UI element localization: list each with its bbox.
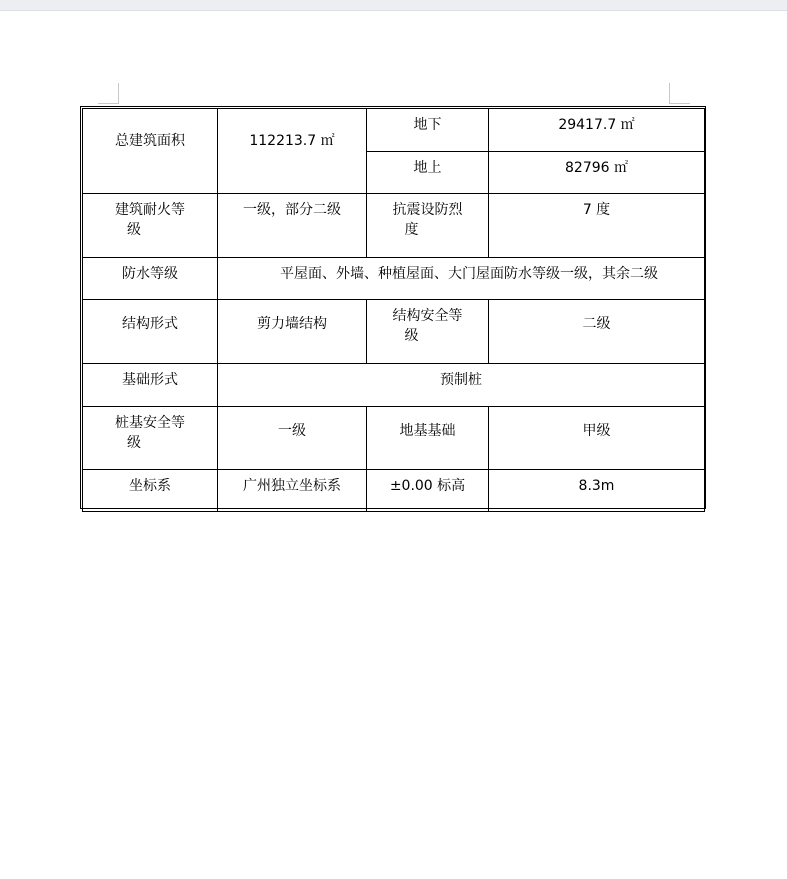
cell-seismic-label xyxy=(367,194,489,258)
spec-table xyxy=(82,108,705,512)
cell-gross-area-value xyxy=(218,109,367,194)
label-line: 度 xyxy=(404,222,419,238)
cell-fire-rating-label xyxy=(83,194,218,258)
label-block xyxy=(393,306,463,346)
spec-table-frame xyxy=(80,106,706,509)
cell-underground-value xyxy=(489,109,705,152)
label-block xyxy=(393,200,463,240)
value-text: 广州独立坐标系 xyxy=(243,478,341,494)
table-row xyxy=(83,407,705,470)
cell-coord-value xyxy=(218,470,367,512)
label-line: 级 xyxy=(127,435,141,451)
label-text: 地上 xyxy=(413,160,442,176)
cell-elevation-value xyxy=(489,470,705,512)
label-text: 结构形式 xyxy=(122,316,178,332)
cell-fire-rating-value xyxy=(218,194,367,258)
table-row xyxy=(83,194,705,258)
value-text: 平屋面、外墙、种植屋面、大门屋面防水等级一级，其余二级 xyxy=(280,266,658,282)
label-text: ±0.00 标高 xyxy=(389,478,466,494)
label-line: 级 xyxy=(404,328,419,344)
value-text: 7 度 xyxy=(582,202,611,218)
top-bar xyxy=(0,0,787,11)
label-block xyxy=(115,200,185,240)
cell-seismic-value xyxy=(489,194,705,258)
document-page xyxy=(0,11,787,879)
cell-underground-label xyxy=(367,109,489,152)
table-row xyxy=(83,300,705,364)
value-text: 82796 ㎡ xyxy=(565,160,628,176)
cell-elevation-label xyxy=(367,470,489,512)
cell-subgrade-label xyxy=(367,407,489,470)
cell-waterproof-label xyxy=(83,258,218,300)
cell-pile-safety-value xyxy=(218,407,367,470)
cell-structure-value xyxy=(218,300,367,364)
cell-aboveground-label xyxy=(367,152,489,194)
label-block xyxy=(115,413,185,453)
label-line: 级 xyxy=(127,222,141,238)
label-text: 防水等级 xyxy=(122,266,178,282)
cell-foundation-value xyxy=(218,364,705,407)
cell-structure-safety-value xyxy=(489,300,705,364)
label-line: 抗震设防烈 xyxy=(392,202,463,218)
cell-foundation-label xyxy=(83,364,218,407)
value-text: 8.3m xyxy=(578,478,615,494)
value-text: 二级 xyxy=(582,316,611,332)
table-row xyxy=(83,258,705,300)
cell-subgrade-value xyxy=(489,407,705,470)
table-row xyxy=(83,109,705,152)
value-text: 预制桩 xyxy=(440,372,482,388)
label-line: 建筑耐火等 xyxy=(115,202,185,218)
cell-coord-label xyxy=(83,470,218,512)
value-text: 甲级 xyxy=(582,423,611,439)
table-row xyxy=(83,470,705,512)
label-text: 总建筑面积 xyxy=(115,133,185,149)
table-row xyxy=(83,364,705,407)
cell-waterproof-value xyxy=(218,258,705,300)
cell-gross-area-label xyxy=(83,109,218,194)
value-text: 剪力墙结构 xyxy=(257,316,327,332)
label-text: 基础形式 xyxy=(122,372,178,388)
value-text: 112213.7 ㎡ xyxy=(249,133,335,149)
margin-mark-top-left xyxy=(98,83,119,104)
cell-structure-safety-label xyxy=(367,300,489,364)
label-text: 地下 xyxy=(413,117,442,133)
label-text: 地基基础 xyxy=(399,423,456,439)
label-line: 结构安全等 xyxy=(392,308,463,324)
value-text: 一级 xyxy=(278,423,306,439)
cell-pile-safety-label xyxy=(83,407,218,470)
value-text: 29417.7 ㎡ xyxy=(558,117,635,133)
margin-mark-top-right xyxy=(669,83,690,104)
cell-structure-label xyxy=(83,300,218,364)
label-text: 坐标系 xyxy=(129,478,171,494)
label-line: 桩基安全等 xyxy=(115,415,185,431)
cell-aboveground-value xyxy=(489,152,705,194)
value-text: 一级，部分二级 xyxy=(243,202,341,218)
